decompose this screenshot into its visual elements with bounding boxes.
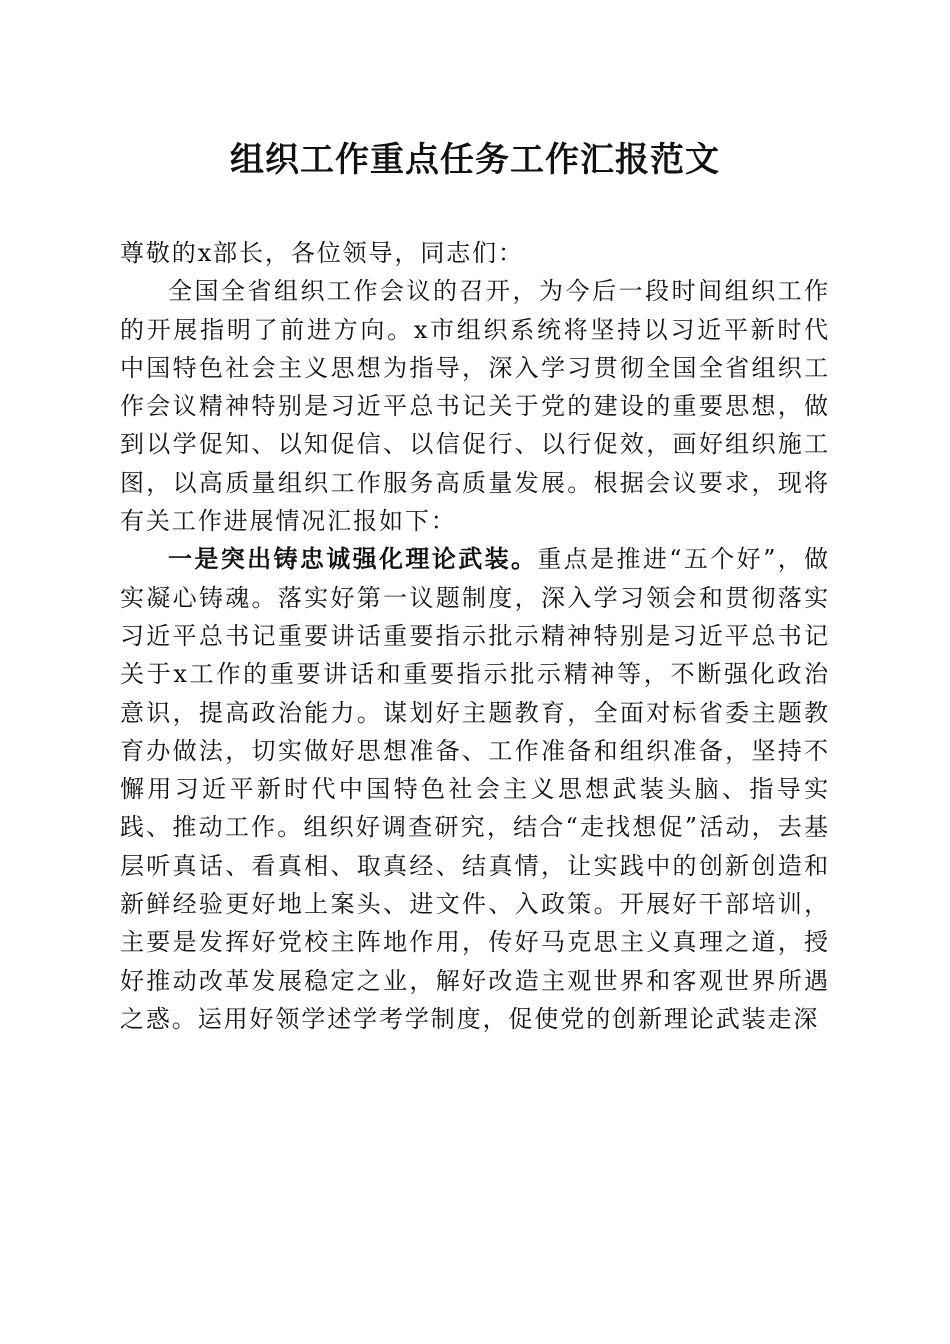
document-title: 组织工作重点任务工作汇报范文: [230, 140, 720, 180]
paragraph-1: 全国全省组织工作会议的召开，为今后一段时间组织工作的开展指明了前进方向。x市组织系统将坚持以习近平新时代中国特色社会主义思想为指导，深入学习贯彻全国全省组织工作会议精神特别是习近平总书记关于党的建设的重要思想，做到以学促知、以知促信、以信促行、以行促效，画好组织施工图，以高质量组织工作服务高质量发展。根据会议要求，现将有关工作进展情况汇报如下：: [120, 277, 830, 536]
document-body: [120, 234, 830, 1038]
paragraph-2: [120, 540, 830, 1038]
paragraph-2-lead: 一是突出铸忠诚强化理论武装。: [168, 544, 538, 574]
salutation: 尊敬的x部长，各位领导，同志们：: [120, 239, 524, 267]
paragraph-2-body: 重点是推进“五个好”，做实凝心铸魂。落实好第一议题制度，深入学习领会和贯彻落实习近平总书记重要讲话重要指示批示精神特别是习近平总书记关于x工作的重要讲话和重要指示批示精神等，不断强化政治意识，提高政治能力。谋划好主题教育，全面对标省委主题教育办做法，切实做好思想准备、工作准备和组织准备，坚持不懈用习近平新时代中国特色社会主义思想武装头脑、指导实践、推动工作。组织好调查研究，结合“走找想促”活动，去基层听真话、看真相、取真经、结真情，让实践中的创新创造和新鲜经验更好地上案头、进文件、入政策。开展好干部培训，主要是发挥好党校主阵地作用，传好马克思主义真理之道，授好推动改革发展稳定之业，解好改造主观世界和客观世界所遇之惑。运用好领学述学考学制度，促使党的创新理论武装走深: [120, 545, 830, 1033]
